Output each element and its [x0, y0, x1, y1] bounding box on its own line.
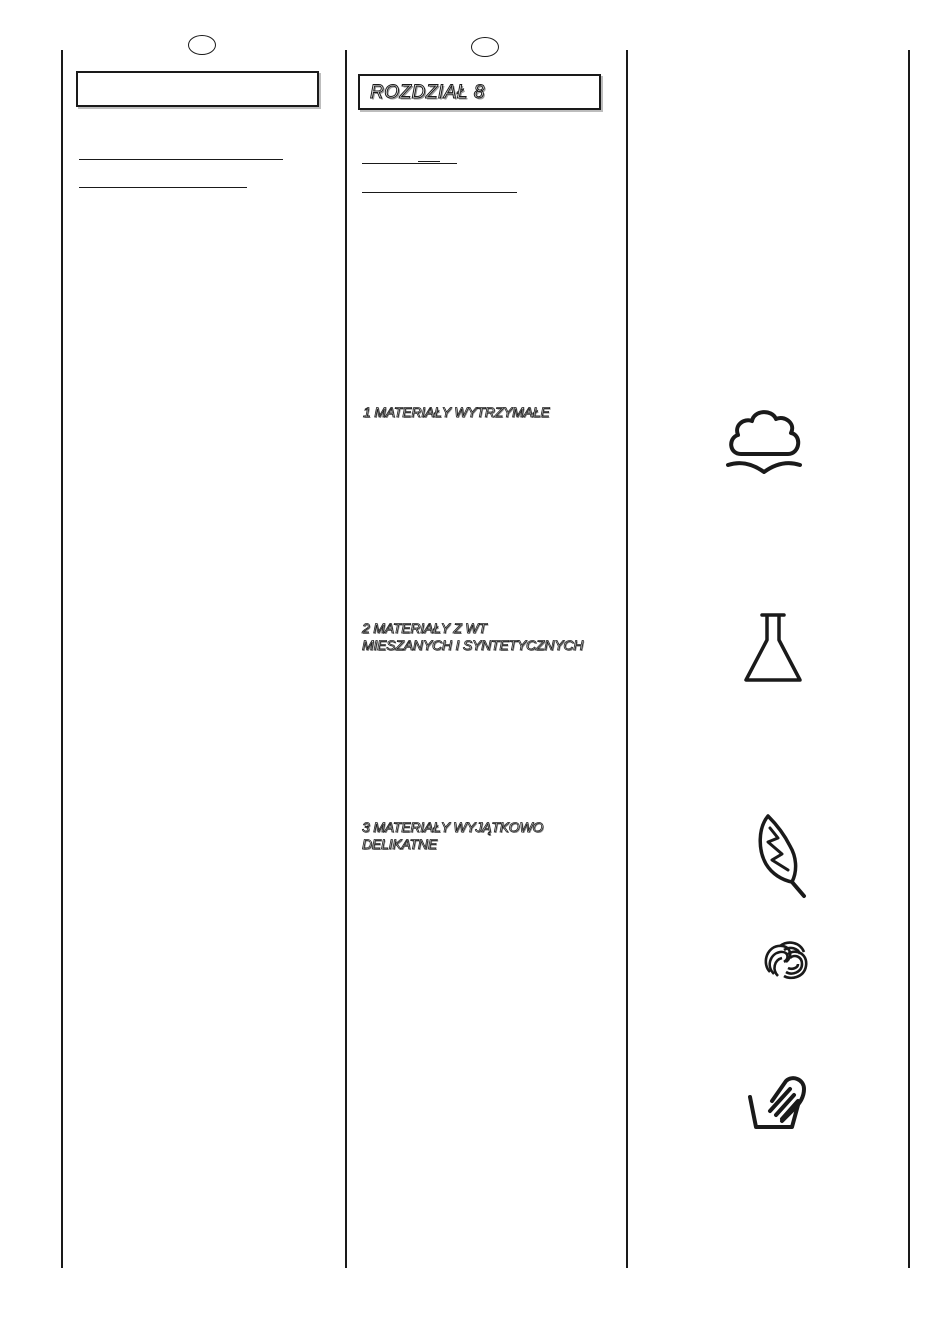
title-underline-left-2: [79, 187, 247, 188]
title-underline-middle-1b: [418, 161, 440, 162]
section-heading-2-line2: MIESZANYCH I SYNTETYCZNYCH: [362, 637, 584, 653]
column-divider-far-right: [908, 50, 910, 1268]
flask-icon: [742, 612, 804, 684]
section-heading-3-line1: 3 MATERIAŁY WYJĄTKOWO: [362, 819, 544, 835]
wool-icon: [760, 938, 812, 982]
column-divider-middle: [345, 50, 347, 1268]
section-heading-3: [362, 819, 543, 853]
hand-wash-icon: [746, 1073, 808, 1133]
title-underline-middle-2: [362, 192, 517, 193]
language-badge-middle: [471, 37, 499, 57]
title-underline-middle-1a: [362, 163, 457, 164]
chapter-title: ROZDZIAŁ 8: [370, 82, 485, 103]
chapter-title-box: [358, 74, 601, 110]
language-badge-left: [188, 35, 216, 55]
feather-icon: [754, 812, 810, 900]
title-underline-left-1: [79, 159, 283, 160]
section-heading-3-line2: DELIKATNE: [362, 836, 437, 852]
section-heading-1-line1: 1 MATERIAŁY WYTRZYMAŁE: [363, 404, 550, 420]
column-divider-right: [626, 50, 628, 1268]
section-heading-2: [362, 620, 583, 654]
chapter-title-box-left: [76, 71, 319, 107]
cotton-icon: [724, 406, 804, 478]
section-heading-2-line1: 2 MATERIAŁY Z WT: [362, 620, 487, 636]
section-heading-1: [363, 404, 549, 421]
column-divider-left: [61, 50, 63, 1268]
